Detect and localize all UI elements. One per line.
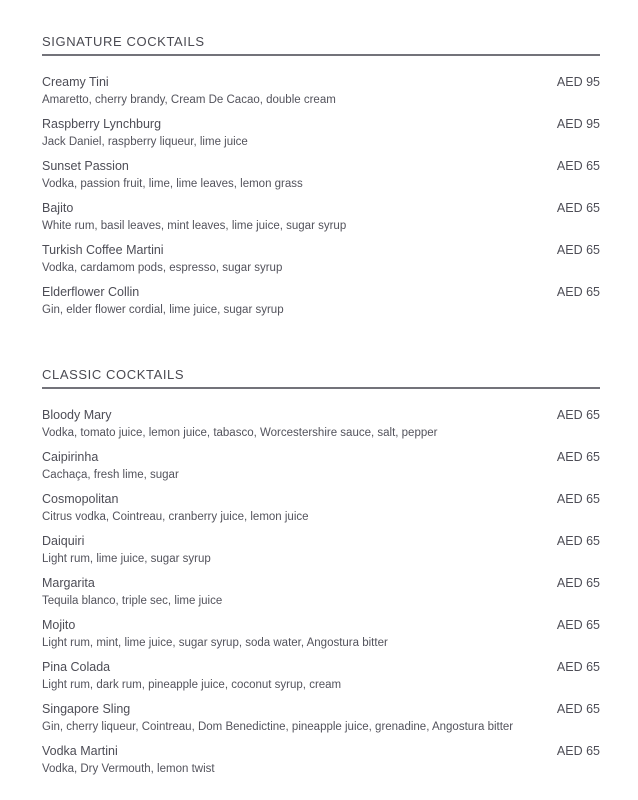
section-title: CLASSIC COCKTAILS [42, 367, 600, 389]
item-price: AED 65 [556, 702, 600, 716]
menu-item [42, 116, 600, 149]
item-ingredients: Light rum, lime juice, sugar syrup [42, 553, 211, 565]
item-price: AED 65 [556, 450, 600, 464]
item-ingredients: Light rum, mint, lime juice, sugar syrup, soda water, Angostura bitter [42, 637, 388, 649]
menu-item [42, 533, 600, 566]
item-name: Bloody Mary [42, 408, 112, 422]
item-name: Caipirinha [42, 450, 99, 464]
menu-item [42, 284, 600, 317]
item-ingredients: Jack Daniel, raspberry liqueur, lime juice [42, 136, 248, 148]
menu-item [42, 158, 600, 191]
item-ingredients: Light rum, dark rum, pineapple juice, coconut syrup, cream [42, 679, 342, 691]
item-name: Bajito [42, 201, 74, 215]
item-name: Singapore Sling [42, 702, 131, 716]
item-ingredients: Citrus vodka, Cointreau, cranberry juice, lemon juice [42, 511, 309, 523]
item-price: AED 65 [556, 285, 600, 299]
item-name: Pina Colada [42, 660, 111, 674]
item-name: Turkish Coffee Martini [42, 243, 164, 257]
item-price: AED 95 [556, 75, 600, 89]
item-price: AED 65 [556, 534, 600, 548]
item-ingredients: Vodka, tomato juice, lemon juice, tabasco, Worcestershire sauce, salt, pepper [42, 427, 438, 439]
item-name: Daiquiri [42, 534, 85, 548]
item-ingredients: Tequila blanco, triple sec, lime juice [42, 595, 223, 607]
section-signature-cocktails [42, 34, 600, 317]
menu-item [42, 491, 600, 524]
item-price: AED 65 [556, 744, 600, 758]
item-name: Sunset Passion [42, 159, 129, 173]
item-price: AED 65 [556, 618, 600, 632]
menu-item [42, 701, 600, 734]
menu-item [42, 407, 600, 440]
section-spacer [42, 345, 600, 367]
menu-item [42, 242, 600, 275]
menu-item [42, 743, 600, 776]
item-name: Raspberry Lynchburg [42, 117, 162, 131]
item-name: Mojito [42, 618, 76, 632]
item-price: AED 65 [556, 243, 600, 257]
item-ingredients: Amaretto, cherry brandy, Cream De Cacao, double cream [42, 94, 336, 106]
item-name: Cosmopolitan [42, 492, 119, 506]
menu-item [42, 617, 600, 650]
item-name: Vodka Martini [42, 744, 118, 758]
item-price: AED 65 [556, 576, 600, 590]
item-price: AED 65 [556, 201, 600, 215]
item-ingredients: Cachaça, fresh lime, sugar [42, 469, 179, 481]
menu-item [42, 575, 600, 608]
item-name: Creamy Tini [42, 75, 109, 89]
item-name: Elderflower Collin [42, 285, 140, 299]
item-price: AED 65 [556, 159, 600, 173]
item-ingredients: Vodka, cardamom pods, espresso, sugar syrup [42, 262, 283, 274]
section-classic-cocktails [42, 367, 600, 776]
item-ingredients: Gin, cherry liqueur, Cointreau, Dom Benedictine, pineapple juice, grenadine, Angostura bitter [42, 721, 514, 733]
item-ingredients: Vodka, Dry Vermouth, lemon twist [42, 763, 215, 775]
item-price: AED 65 [556, 408, 600, 422]
menu-item [42, 74, 600, 107]
item-price: AED 95 [556, 117, 600, 131]
menu-item [42, 659, 600, 692]
item-name: Margarita [42, 576, 95, 590]
item-price: AED 65 [556, 492, 600, 506]
item-ingredients: White rum, basil leaves, mint leaves, lime juice, sugar syrup [42, 220, 347, 232]
item-price: AED 65 [556, 660, 600, 674]
section-title: SIGNATURE COCKTAILS [42, 34, 600, 56]
menu-item [42, 200, 600, 233]
menu-item [42, 449, 600, 482]
item-ingredients: Vodka, passion fruit, lime, lime leaves, lemon grass [42, 178, 303, 190]
item-ingredients: Gin, elder flower cordial, lime juice, sugar syrup [42, 304, 284, 316]
